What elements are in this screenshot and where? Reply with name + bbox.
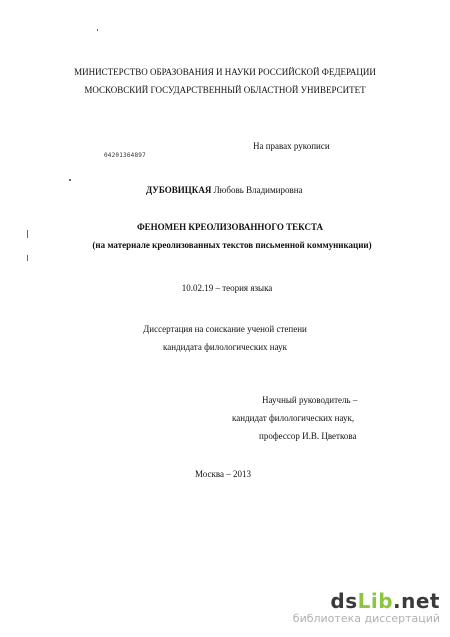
scan-speck <box>27 255 28 261</box>
thesis-subtitle: (на материале креолизованных текстов письменной коммуникации) <box>92 240 372 250</box>
supervisor-line-1: Научный руководитель – <box>262 395 358 405</box>
university-heading: МОСКОВСКИЙ ГОСУДАРСТВЕННЫЙ ОБЛАСТНОЙ УНИВЕРСИТЕТ <box>84 85 366 95</box>
scan-speck <box>69 179 71 181</box>
dslib-watermark[interactable] <box>293 590 440 625</box>
logo-part-ds: ds <box>330 589 358 613</box>
degree-line-2: кандидата филологических наук <box>163 342 287 352</box>
logo-part-net: .net <box>393 589 440 613</box>
supervisor-line-2: кандидат филологических наук, <box>232 413 355 423</box>
dslib-logo <box>293 590 440 612</box>
registration-number: 04201364897 <box>104 152 146 159</box>
manuscript-note: На правах рукописи <box>253 141 330 151</box>
ministry-heading: МИНИСТЕРСТВО ОБРАЗОВАНИЯ И НАУКИ РОССИЙСКОЙ ФЕДЕРАЦИИ <box>74 67 376 77</box>
author-surname: ДУБОВИЦКАЯ <box>146 185 212 195</box>
logo-part-lib: Lib <box>357 589 394 613</box>
author-given-names: Любовь Владимировна <box>213 185 303 195</box>
thesis-title: ФЕНОМЕН КРЕОЛИЗОВАННОГО ТЕКСТА <box>136 222 324 232</box>
specialty: 10.02.19 – теория языка <box>181 283 273 293</box>
place-year: Москва – 2013 <box>195 469 251 479</box>
degree-line-1: Диссертация на соискание ученой степени <box>143 324 307 334</box>
scan-speck <box>97 29 98 31</box>
dslib-tagline: библиотека диссертаций <box>292 612 440 625</box>
author-line <box>146 185 303 196</box>
supervisor-line-3: профессор И.В. Цветкова <box>259 431 357 441</box>
